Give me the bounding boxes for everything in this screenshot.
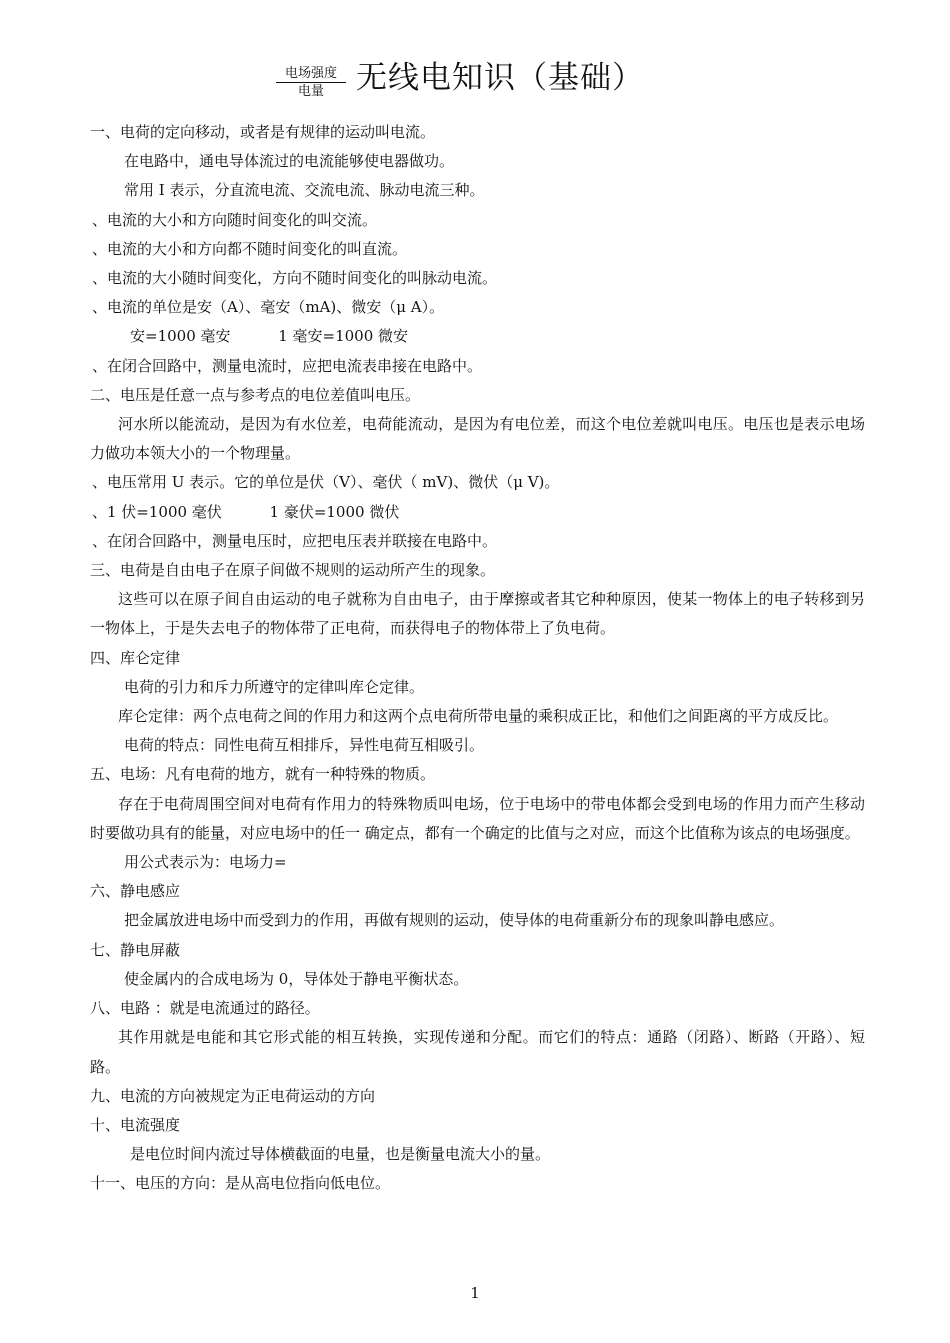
text-line: 使金属内的合成电场为 0，导体处于静电平衡状态。 [124,969,469,988]
text-line: 、电压常用 U 表示。它的单位是伏（V）、毫伏（ mV)、微伏（μ V)。 [92,473,560,492]
field-strength-fraction [276,66,346,99]
text-line: 九、电流的方向被规定为正电荷运动的方向 [90,1086,376,1105]
paragraph: 其作用就是电能和其它形式能的相互转换，实现传递和分配。而它们的特点：通路（闭路）、断路（开路）、短路。 [90,1028,865,1076]
text-line: 三、电荷是自由电子在原子间做不规则的运动所产生的现象。 [90,561,496,580]
text-line: 一、电荷的定向移动，或者是有规律的运动叫电流。 [90,123,436,141]
section-heading: 六、静电感应 [90,882,181,901]
section-heading: 十、电流强度 [90,1115,181,1134]
section-heading: 四、库仑定律 [90,648,181,667]
text-line: 、电流的大小和方向随时间变化的叫交流。 [92,210,378,229]
text-line: 电荷的特点：同性电荷互相排斥，异性电荷互相吸引。 [124,736,485,755]
paragraph: 存在于电荷周围空间对电荷有作用力的特殊物质叫电场，位于电场中的带电体都会受到电场的作用力而产生移动时要做功具有的能量，对应电场中的任一 确定点，都有一个确定的比值与之对应，而这个比值称为该点的电场强度。 [90,794,865,842]
page-title: 无线电知识（基础） [356,60,644,96]
paragraph: 河水所以能流动，是因为有水位差，电荷能流动，是因为有电位差，而这个电位差就叫电压。电压也是表示电场力做功本领大小的一个物理量。 [90,415,865,463]
document-body [90,118,865,1199]
page-number: 1 [470,1284,480,1302]
text-line: 、电流的大小随时间变化，方向不随时间变化的叫脉动电流。 [92,269,498,288]
text-line: 、电流的大小和方向都不随时间变化的叫直流。 [92,239,408,258]
text-line: 常用 I 表示，分直流电流、交流电流、脉动电流三种。 [124,181,485,200]
text-line: 是电位时间内流过导体横截面的电量，也是衡量电流大小的量。 [130,1145,551,1164]
fraction-numerator: 电场强度 [276,66,346,83]
paragraph: 这些可以在原子间自由运动的电子就称为自由电子，由于摩擦或者其它种种原因，使某一物体上的电子转移到另一物体上，于是失去电子的物体带了正电荷，而获得电子的物体带上了负电荷。 [90,590,865,638]
text-line: 安=1000 毫安 1 毫安=1000 微安 [130,327,409,346]
text-line: 、在闭合回路中，测量电压时，应把电压表并联接在电路中。 [92,531,498,550]
fraction-denominator: 电量 [297,84,324,99]
text-line: 、在闭合回路中，测量电流时，应把电流表串接在电路中。 [92,356,483,375]
text-line: 五、电场：凡有电荷的地方，就有一种特殊的物质。 [90,765,436,784]
text-line: 电荷的引力和斥力所遵守的定律叫库仑定律。 [124,677,425,696]
text-line: 、电流的单位是安（A）、毫安（mA)、微安（μ A）。 [92,298,445,317]
text-line: 把金属放进电场中而受到力的作用，再做有规则的运动，使导体的电荷重新分布的现象叫静电感应。 [124,911,785,930]
paragraph: 库仑定律：两个点电荷之间的作用力和这两个点电荷所带电量的乘积成正比，和他们之间距离的平方成反比。 [118,707,839,726]
section-heading: 七、静电屏蔽 [90,940,181,959]
text-line: 用公式表示为：电场力= [124,853,287,872]
text-line: 二、电压是任意一点与参考点的电位差值叫电压。 [90,385,421,404]
text-line: 八、电路 ：就是电流通过的路径。 [90,999,320,1018]
text-line: 、1 伏=1000 毫伏 1 豪伏=1000 微伏 [92,502,400,521]
text-line: 十一、电压的方向：是从高电位指向低电位。 [90,1174,391,1193]
title-block [0,58,950,108]
text-line: 在电路中，通电导体流过的电流能够使电器做功。 [124,152,455,171]
